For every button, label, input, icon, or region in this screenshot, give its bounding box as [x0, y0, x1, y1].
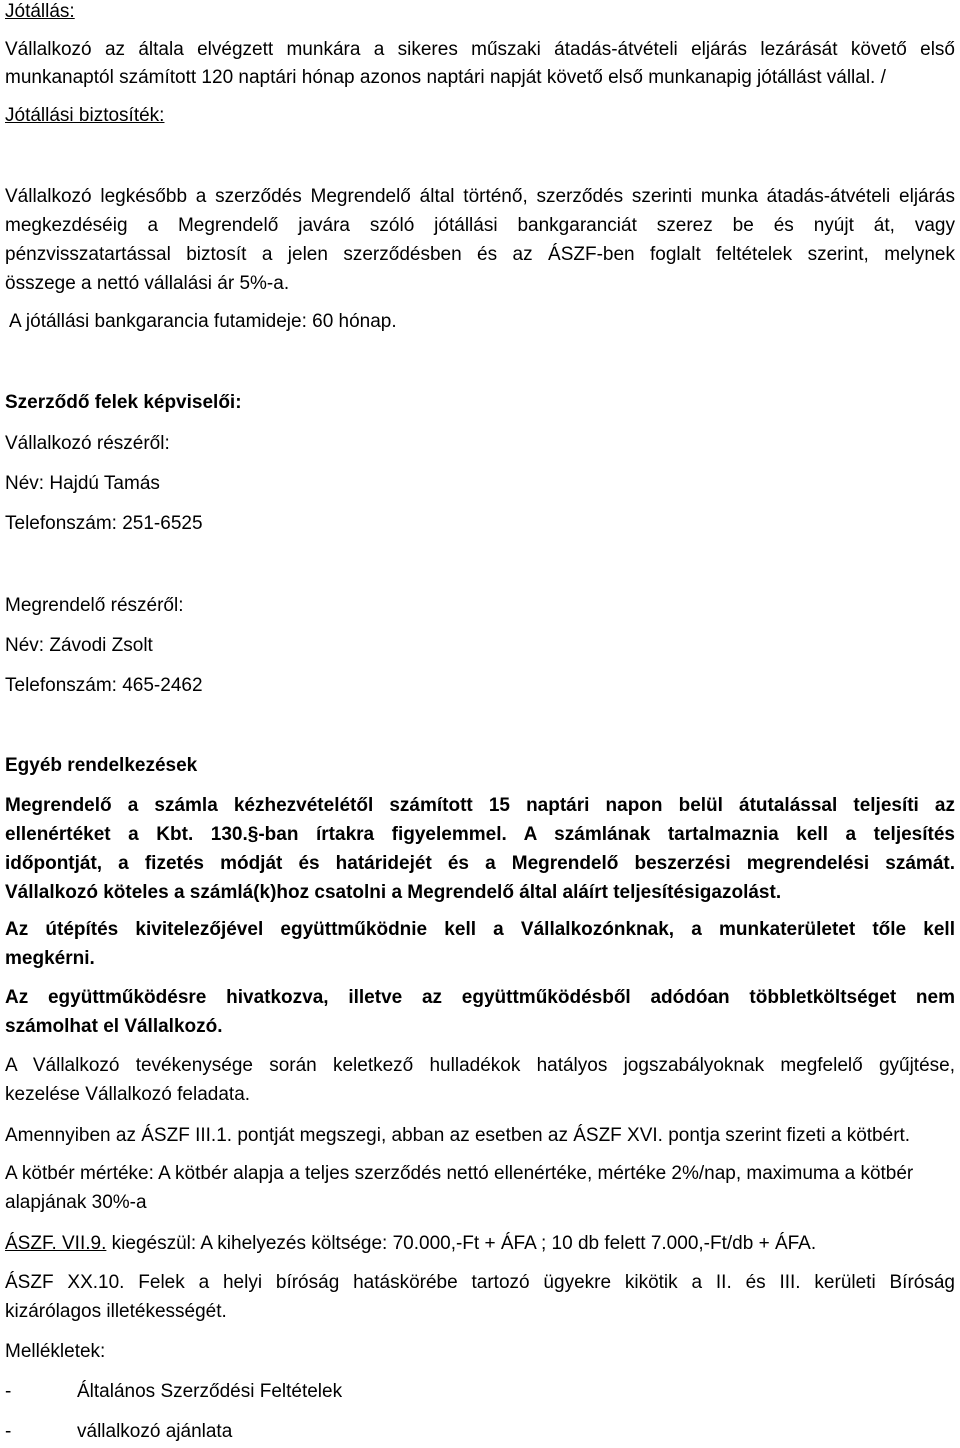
egyeb-p2-line-1: Az útépítés kivitelezőjével együttműködnie kell a Vállalkozónknak, a munkaterületet tőle kell: [5, 919, 955, 940]
egyeb-p8-line-2: kizárólagos illetékességét.: [5, 1301, 227, 1322]
megrendelo-phone: Telefonszám: 465-2462: [5, 675, 203, 696]
biztositek-line-3: pénzvisszatartással biztosít a jelen szerződésben és az ÁSZF-ben foglalt feltételek szerint, melynek: [5, 244, 955, 265]
vallalkozo-phone: Telefonszám: 251-6525: [5, 513, 203, 534]
list-item: Általános Szerződési Feltételek: [77, 1381, 343, 1402]
egyeb-heading: Egyéb rendelkezések: [5, 755, 198, 776]
egyeb-p3-line-1: Az együttműködésre hivatkozva, illetve az együttműködésből adódóan többletköltséget nem: [5, 987, 955, 1008]
egyeb-p1-line-3: időpontját, a fizetés módját és határidejét és a Megrendelő beszerzési megrendelési számát.: [5, 853, 955, 874]
biztositek-futamido: A jótállási bankgarancia futamideje: 60 hónap.: [9, 311, 397, 332]
egyeb-p7-text: kiegészül: A kihelyezés költsége: 70.000,-Ft + ÁFA ; 10 db felett 7.000,-Ft/db + ÁFA.: [106, 1233, 817, 1254]
vallalkozo-name: Név: Hajdú Tamás: [5, 473, 160, 494]
megrendelo-label: Megrendelő részéről:: [5, 595, 184, 616]
egyeb-p1-line-2: ellenértéket a Kbt. 130.§-ban írtakra figyelemmel. A számlának tartalmaznia kell a teljesítés: [5, 824, 955, 845]
egyeb-p2-line-2: megkérni.: [5, 948, 95, 969]
megrendelo-name: Név: Závodi Zsolt: [5, 635, 153, 656]
egyeb-p6-line-2: alapjának 30%-a: [5, 1192, 147, 1213]
kepviselok-heading: Szerződő felek képviselői:: [5, 392, 242, 413]
egyeb-p6-line-1: A kötbér mértéke: A kötbér alapja a teljes szerződés nettó ellenértéke, mértéke 2%/nap, maximuma a kötbér: [5, 1163, 914, 1184]
egyeb-p7: [5, 1232, 955, 1256]
egyeb-p1-line-1: Megrendelő a számla kézhezvételétől számított 15 naptári napon belül átutalással teljesíti az: [5, 795, 955, 816]
egyeb-p4-line-2: kezelése Vállalkozó feladata.: [5, 1084, 251, 1105]
vallalkozo-label: Vállalkozó részéről:: [5, 433, 170, 454]
mellekletek-heading: Mellékletek:: [5, 1341, 106, 1362]
jotallas-line-2: munkanaptól számított 120 naptári hónap azonos naptári napját követő első munkanapig jótállást vállal. /: [5, 67, 886, 88]
biztositek-line-4: összege a nettó vállalási ár 5%-a.: [5, 273, 290, 294]
list-bullet: -: [5, 1381, 12, 1402]
egyeb-p8-line-1: ÁSZF XX.10. Felek a helyi bíróság hatáskörébe tartozó ügyekre kikötik a II. és III. kerületi Bíróság: [5, 1272, 955, 1293]
biztositek-line-1: Vállalkozó legkésőbb a szerződés Megrendelő által történő, szerződés szerinti munka átadás-átvételi eljárás: [5, 186, 955, 207]
egyeb-p5: Amennyiben az ÁSZF III.1. pontját megszegi, abban az esetben az ÁSZF XVI. pontja szerint fizeti a kötbért.: [5, 1125, 911, 1146]
aszf-reference: ÁSZF. VII.9.: [5, 1233, 107, 1254]
jotallas-line-1: Vállalkozó az általa elvégzett munkára a sikeres műszaki átadás-átvételi eljárás lezárását követő első: [5, 39, 955, 60]
egyeb-p3-line-2: számolhat el Vállalkozó.: [5, 1016, 223, 1037]
egyeb-p1-line-4: Vállalkozó köteles a számlá(k)hoz csatolni a Megrendelő által aláírt teljesítésigazolást.: [5, 882, 782, 903]
list-bullet: -: [5, 1421, 12, 1442]
list-item: vállalkozó ajánlata: [77, 1421, 233, 1442]
jotallas-heading: Jótállás:: [5, 1, 75, 22]
biztositek-heading: Jótállási biztosíték:: [5, 105, 165, 126]
egyeb-p4-line-1: A Vállalkozó tevékenysége során keletkező hulladékok hatályos jogszabályoknak megfelelő gyűjtése,: [5, 1055, 955, 1076]
biztositek-line-2: megkezdéséig a Megrendelő javára szóló jótállási bankgaranciát szerez be és nyújt át, vagy: [5, 215, 955, 236]
